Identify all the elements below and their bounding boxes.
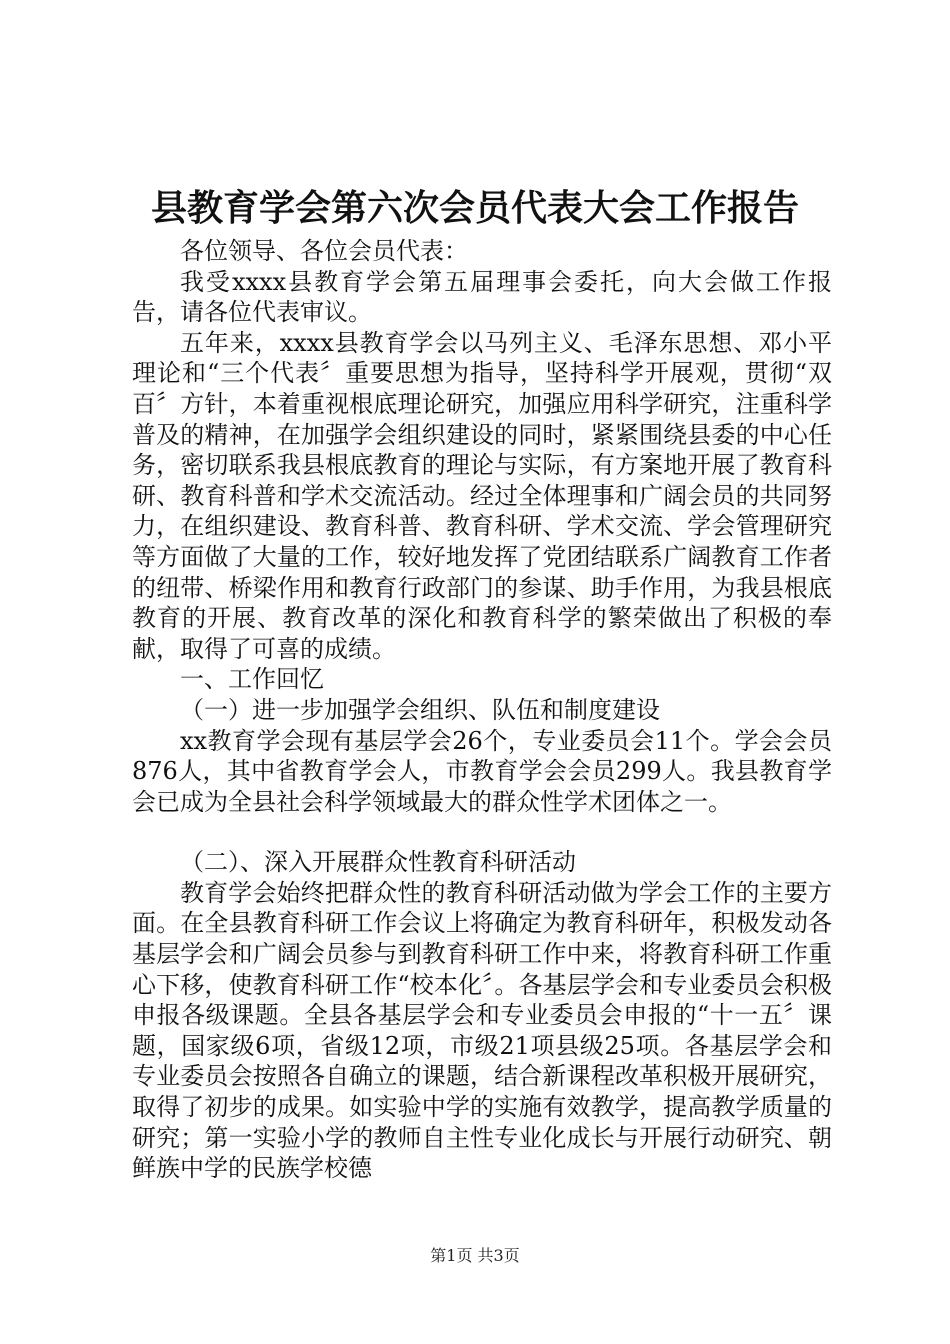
subsection-heading: （一）进一步加强学会组织、队伍和制度建设 [180, 695, 660, 724]
paragraph-gap [132, 817, 832, 847]
document-title: 县教育学会第六次会员代表大会工作报告 [150, 187, 799, 229]
page-number-footer: 第1页 共3页 [430, 1246, 520, 1265]
intro-paragraph: 我受xxxx县教育学会第五届理事会委托，向大会做工作报告，请各位代表审议。 [132, 267, 832, 327]
salutation-paragraph: 各位领导、各位会员代表： [180, 237, 468, 265]
summary-paragraph: 五年来，xxxx县教育学会以马列主义、毛泽东思想、邓小平理论和“三个代表〞重要思想为指导，坚持科学开展观，贯彻“双百〞方针，本着重视根底理论研究，加强应用科学研究，注重科学普及的精神，在加强学会组织建设的同时，紧紧围绕县委的中心任务，密切联系我县根底教育的理论与实际，有方案地开展了教育科研、教育科普和学术交流活动。经过全体理事和广阔会员的共同努力，在组织建设、教育科普、教育科研、学术交流、学会管理研究等方面做了大量的工作，较好地发挥了党团结联系广阔教育工作者的纽带、桥梁作用和教育行政部门的参谋、助手作用，为我县根底教育的开展、教育改革的深化和教育科学的繁荣做出了积极的奉献，取得了可喜的成绩。 [132, 328, 832, 663]
research-paragraph: 教育学会始终把群众性的教育科研活动做为学会工作的主要方面。在全县教育科研工作会议上将确定为教育科研年，积极发动各基层学会和广阔会员参与到教育科研工作中来，将教育科研工作重心下移，使教育科研工作“校本化〞。各基层学会和专业委员会积极申报各级课题。全县各基层学会和专业委员会申报的“十一五〞课题，国家级6项，省级12项，市级21项县级25项。各基层学会和专业委员会按照各自确立的课题，结合新课程改革积极开展研究，取得了初步的成果。如实验中学的实施有效教学，提高教学质量的研究；第一实验小学的教师自主性专业化成长与开展行动研究、朝鲜族中学的民族学校德 [132, 878, 832, 1183]
document-body [132, 236, 832, 1184]
subsection-heading: （二）、深入开展群众性教育科研活动 [180, 848, 576, 877]
organization-paragraph: xx教育学会现有基层学会26个，专业委员会11个。学会会员876人，其中省教育学会人，市教育学会会员299人。我县教育学会已成为全县社会科学领域最大的群众性学术团体之一。 [132, 726, 832, 816]
section-heading: 一、工作回忆 [180, 665, 324, 694]
